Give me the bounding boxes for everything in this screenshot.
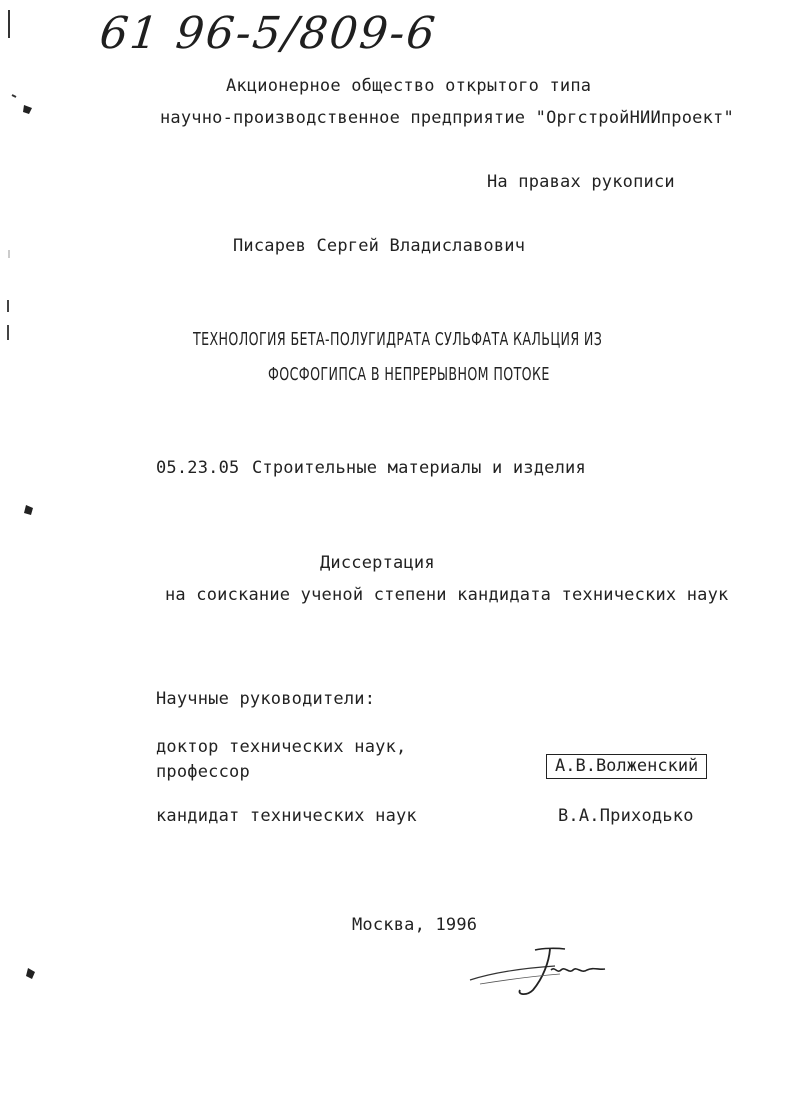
supervisor-1-title: профессор	[156, 762, 250, 782]
supervisors-heading: Научные руководители:	[156, 689, 376, 709]
place-year: Москва, 1996	[352, 915, 478, 935]
supervisor-2-name: В.А.Приходько	[558, 806, 694, 826]
dissertation-degree: на соискание ученой степени кандидата технических наук	[165, 585, 729, 605]
author-name: Писарев Сергей Владиславович	[233, 236, 526, 256]
manuscript-note: На правах рукописи	[487, 172, 675, 192]
specialty-code: 05.23.05	[156, 458, 240, 478]
organization-line-2: научно-производственное предприятие "ОргстройНИИпроект"	[160, 108, 734, 128]
margin-scan-marks	[0, 0, 40, 1115]
thesis-title-line-2: ФОСФОГИПСА В НЕПРЕРЫВНОМ ПОТОКЕ	[268, 364, 550, 385]
specialty-name: Строительные материалы и изделия	[252, 458, 586, 478]
supervisor-1-name: А.В.Волженский	[546, 754, 707, 779]
supervisor-2-degree: кандидат технических наук	[156, 806, 417, 826]
dissertation-label: Диссертация	[320, 553, 435, 573]
supervisor-1-degree: доктор технических наук,	[156, 737, 407, 757]
archive-code-handwritten: 61 96-5/809-6	[97, 8, 440, 59]
organization-line-1: Акционерное общество открытого типа	[226, 76, 592, 96]
signature	[465, 940, 615, 1000]
thesis-title-line-1: ТЕХНОЛОГИЯ БЕТА-ПОЛУГИДРАТА СУЛЬФАТА КАЛЬЦИЯ ИЗ	[193, 329, 603, 350]
